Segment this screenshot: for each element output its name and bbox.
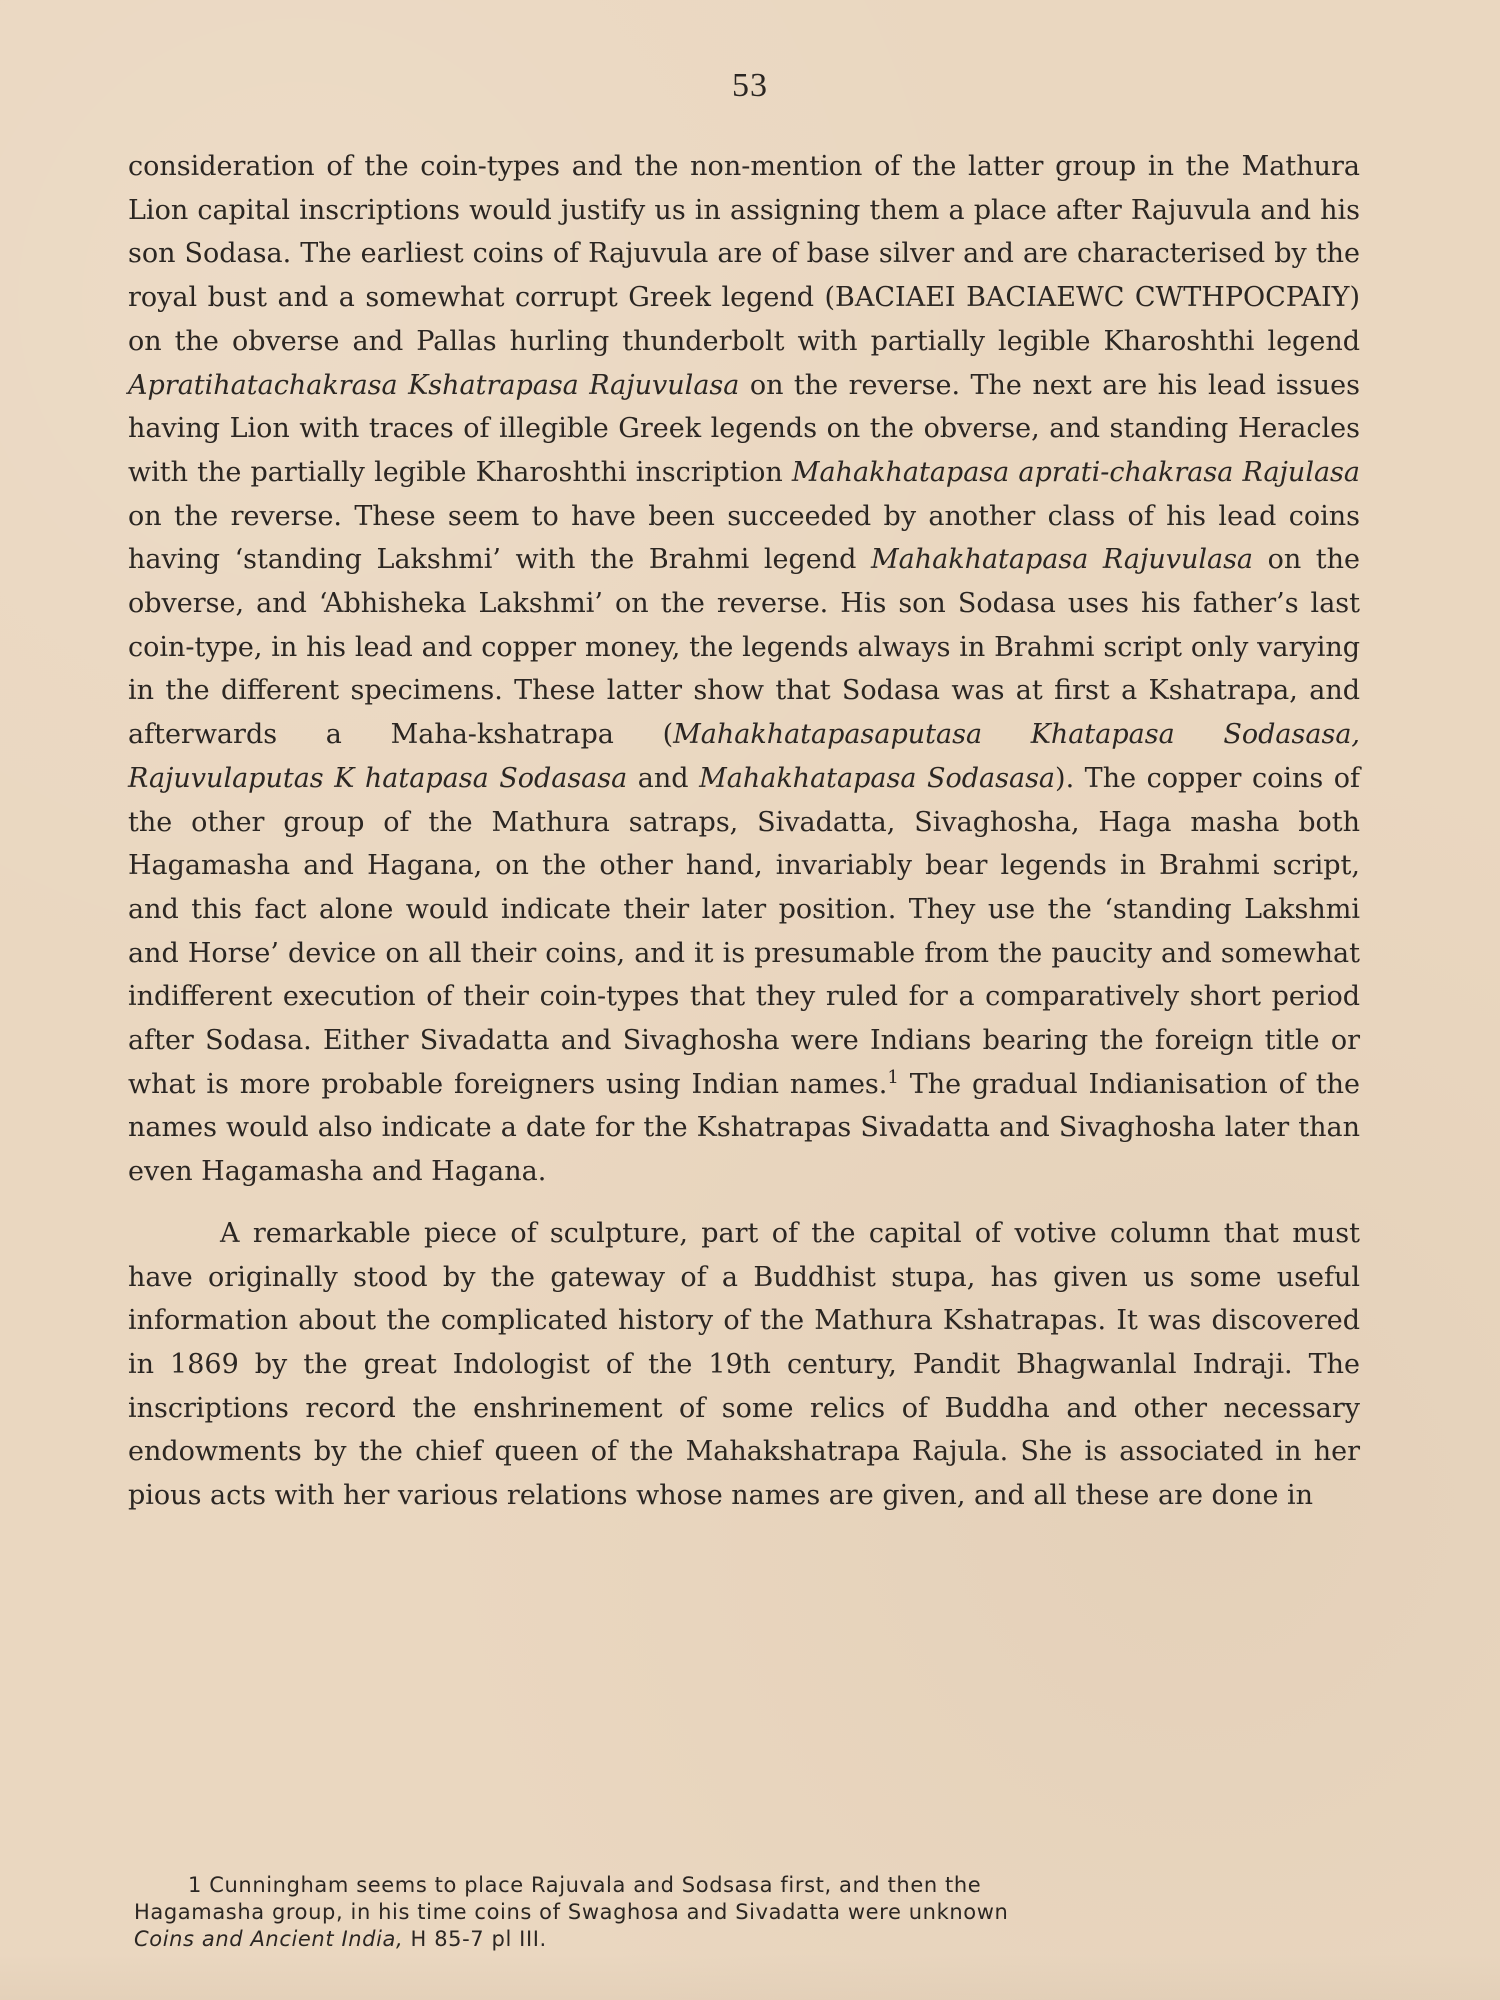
footnote-source-reference: H 85-7 pl III. [403,1927,547,1951]
italic-legend-mahakhatapasa-sodasasa: Mahakhatapasa Sodasasa [699,762,1056,794]
page-number: 53 [732,67,768,104]
italic-legend-apratihatachakrasa: Apratihatachakrasa Kshatrapasa Rajuvulasa [128,369,740,401]
footnote [134,1872,1352,1953]
footnote-marker: 1 [188,1873,202,1897]
italic-legend-mahakhatapasa-aprati: Mahakhatapasa aprati-chakrasa Rajulasa [791,456,1361,488]
italic-legend-mahakhatapasa-rajuvulasa: Mahakhatapasa Rajuvulasa [870,544,1254,576]
paragraph-1-segment-9: and [627,762,700,794]
footnote-source-title: Coins and Ancient India, [134,1927,404,1951]
paragraph-1-segment-13: The gradual Indianisation of the names would also indicate a date for the Kshatrapas Sivadatta and Sivaghosha later than even Hagamasha and Hagana. [128,1068,1360,1188]
paragraph-1 [128,145,1360,1194]
footnote-line-2: Hagamasha group, in his time coins of Swaghosa and Sivadatta were unknown [134,1900,1009,1924]
main-text [128,145,1360,1518]
footnote-line-3 [134,1926,1352,1953]
paragraph-1-segment-3: on the reverse. The next are his lead issues having Lion with traces of illegible Greek legends on the obverse, and standing Heracles with the partially legible Kharoshthi inscription [128,369,1360,488]
italic-legend-sodasa-titles: Mahakhatapasaputasa Khatapasa Sodasasa, Rajuvulaputas K hatapasa Sodasasa [128,719,1361,794]
paragraph-1-segment-7: on the obverse, and ‘Abhisheka Lakshmi’ on the reverse. His son Sodasa uses his father’s last coin-type, in his lead and copper money, the legends always in Brahmi script only varying in the different specimens. These latter show that Sodasa was at first a Kshatrapa, and afterwards a Maha-kshatrapa ( [128,544,1361,751]
paragraph-1-segment-5: on the reverse. These seem to have been succeeded by another class of his lead coins having ‘standing Lakshmi’ with the Brahmi legend [128,500,1360,576]
page-bottom-shadow [0,1954,1500,2000]
footnote-line-1: Cunningham seems to place Rajuvala and Sodsasa first, and then the [209,1873,982,1897]
paragraph-1-segment-1: consideration of the coin-types and the non-mention of the latter group in the Mathura Lion capital inscriptions would justify us in assigning them a place after Rajuvula and his son Sodasa. The earliest coins of Rajuvula are of base silver and are characterised by the royal bust and a somewhat corrupt Greek legend (BACIAEI BACIAEWC CWTHPOCPAIY) on the obverse and Pallas hurling thunderbolt with partially legible Kharoshthi legend [128,151,1360,357]
paragraph-2: A remarkable piece of sculpture, part of the capital of votive column that must have originally stood by the gateway of a Buddhist stupa, has given us some useful information about the complicated history of the Mathura Kshatrapas. It was discovered in 1869 by the great Indologist of the 19th century, Pandit Bhagwanlal Indraji. The inscriptions record the enshrinement of some relics of Buddha and other necessary endowments by the chief queen of the Mahakshatrapa Rajula. She is associated in her pious acts with her various relations whose names are given, and all these are done in [128,1217,1360,1512]
footnote-reference: 1 [887,1066,899,1088]
paragraph-1-segment-11: ). The copper coins of the other group of the Mathura satraps, Sivadatta, Sivaghosha, Haga masha both Hagamasha and Hagana, on the other hand, invariably bear legends in Brahmi script, and this fact alone would indicate their later position. They use the ‘standing Lakshmi and Horse’ device on all their coins, and it is presumable from the paucity and somewhat indifferent execution of their coin-types that they ruled for a comparatively short period after Sodasa. Either Sivadatta and Sivaghosha were Indians bearing the foreign title or what is more probable foreigners using Indian names. [128,762,1360,1100]
